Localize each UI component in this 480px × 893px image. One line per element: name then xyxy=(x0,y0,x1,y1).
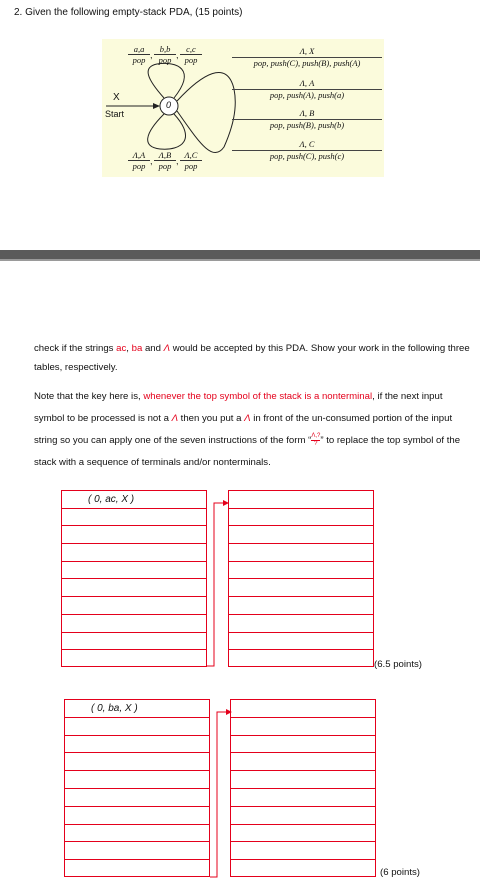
right-loop-label: Λ, C pop, push(C), push(c) xyxy=(232,139,382,162)
table-row[interactable] xyxy=(65,718,209,736)
table-row[interactable] xyxy=(62,650,206,668)
right-loop-label: Λ, A pop, push(A), push(a) xyxy=(232,78,382,101)
bottom-comma: , xyxy=(176,156,179,166)
table-row[interactable] xyxy=(229,544,373,562)
top-loop-label: c,c pop xyxy=(180,44,202,65)
table-row[interactable] xyxy=(62,562,206,580)
top-loop-label: b,b pop xyxy=(154,44,176,65)
table-row[interactable] xyxy=(231,771,375,789)
page-separator xyxy=(0,250,480,259)
right-loop-label: Λ, B pop, push(B), push(b) xyxy=(232,108,382,131)
pda-diagram xyxy=(102,39,384,177)
points-label-2: (6 points) xyxy=(380,867,420,878)
table-row[interactable] xyxy=(62,615,206,633)
table-row[interactable] xyxy=(229,491,373,509)
table-row[interactable] xyxy=(229,615,373,633)
table-row[interactable] xyxy=(231,860,375,878)
instruction-paragraph-1: check if the strings ac, ba and Λ would be accepted by this PDA. Show your work in the following three tables, respectively. xyxy=(34,343,470,373)
table-row[interactable] xyxy=(231,807,375,825)
table-row[interactable] xyxy=(231,825,375,843)
start-label: Start xyxy=(105,109,125,119)
instruction-form-fraction: Λ,? ? xyxy=(311,432,321,447)
instruction-paragraph-2: Note that the key here is, whenever the top symbol of the stack is a nonterminal, if the next input symbol to be processed is not a Λ then you put a Λ in front of the un-consumed portion of the input string so you can apply one of the seven instructions of the form “ Λ,? ? ” to replace the top symbol of the stack with a sequence of terminals and/or nonterminals. xyxy=(34,391,461,468)
top-comma: , xyxy=(176,50,179,60)
top-loop xyxy=(148,63,184,98)
table-row[interactable] xyxy=(65,771,209,789)
table-row[interactable] xyxy=(229,597,373,615)
table-row[interactable] xyxy=(65,700,209,718)
table-row[interactable] xyxy=(65,789,209,807)
table-row[interactable] xyxy=(62,544,206,562)
table-row[interactable] xyxy=(229,579,373,597)
bottom-loop-label: Λ,C pop xyxy=(180,150,202,171)
state-label: 0 xyxy=(166,100,172,110)
bottom-loop-label: Λ,B pop xyxy=(154,150,176,171)
trace-table-left-2 xyxy=(64,699,210,877)
page-separator-edge xyxy=(0,259,480,261)
table-row[interactable] xyxy=(229,526,373,544)
table-row[interactable] xyxy=(65,825,209,843)
table-row[interactable] xyxy=(231,718,375,736)
start-symbol: X xyxy=(113,92,120,103)
table-row[interactable] xyxy=(229,509,373,527)
table-row[interactable] xyxy=(231,789,375,807)
continuation-arrow-1 xyxy=(205,490,231,670)
table-row[interactable] xyxy=(229,633,373,651)
table-row[interactable] xyxy=(62,597,206,615)
bottom-loop-label: Λ,A pop xyxy=(128,150,150,171)
table-first-cell[interactable]: ( 0, ba, X ) xyxy=(91,703,138,714)
table-row[interactable] xyxy=(62,633,206,651)
table-row[interactable] xyxy=(62,509,206,527)
continuation-arrow-2 xyxy=(208,699,234,881)
trace-table-right-1 xyxy=(228,490,374,667)
table-row[interactable] xyxy=(231,842,375,860)
top-comma: , xyxy=(150,50,153,60)
table-row[interactable] xyxy=(231,700,375,718)
table-row[interactable] xyxy=(229,650,373,668)
trace-table-right-2 xyxy=(230,699,376,877)
table-row[interactable] xyxy=(65,860,209,878)
bottom-loop xyxy=(148,114,186,149)
table-row[interactable] xyxy=(231,753,375,771)
table-row[interactable] xyxy=(62,526,206,544)
table-row[interactable] xyxy=(229,562,373,580)
table-first-cell[interactable]: ( 0, ac, X ) xyxy=(88,494,135,505)
right-loop xyxy=(177,72,235,152)
trace-table-left-1 xyxy=(61,490,207,667)
table-row[interactable] xyxy=(65,807,209,825)
table-row[interactable] xyxy=(65,753,209,771)
table-row[interactable] xyxy=(65,842,209,860)
table-row[interactable] xyxy=(62,579,206,597)
table-row[interactable] xyxy=(62,491,206,509)
points-label-1: (6.5 points) xyxy=(374,659,422,670)
start-arrow-head xyxy=(153,103,160,109)
table-row[interactable] xyxy=(65,736,209,754)
table-row[interactable] xyxy=(231,736,375,754)
right-loop-label: Λ, X pop, push(C), push(B), push(A) xyxy=(232,46,382,69)
bottom-comma: , xyxy=(150,156,153,166)
top-loop-label: a,a pop xyxy=(128,44,150,65)
question-title: 2. Given the following empty-stack PDA, (15 points) xyxy=(14,7,243,18)
